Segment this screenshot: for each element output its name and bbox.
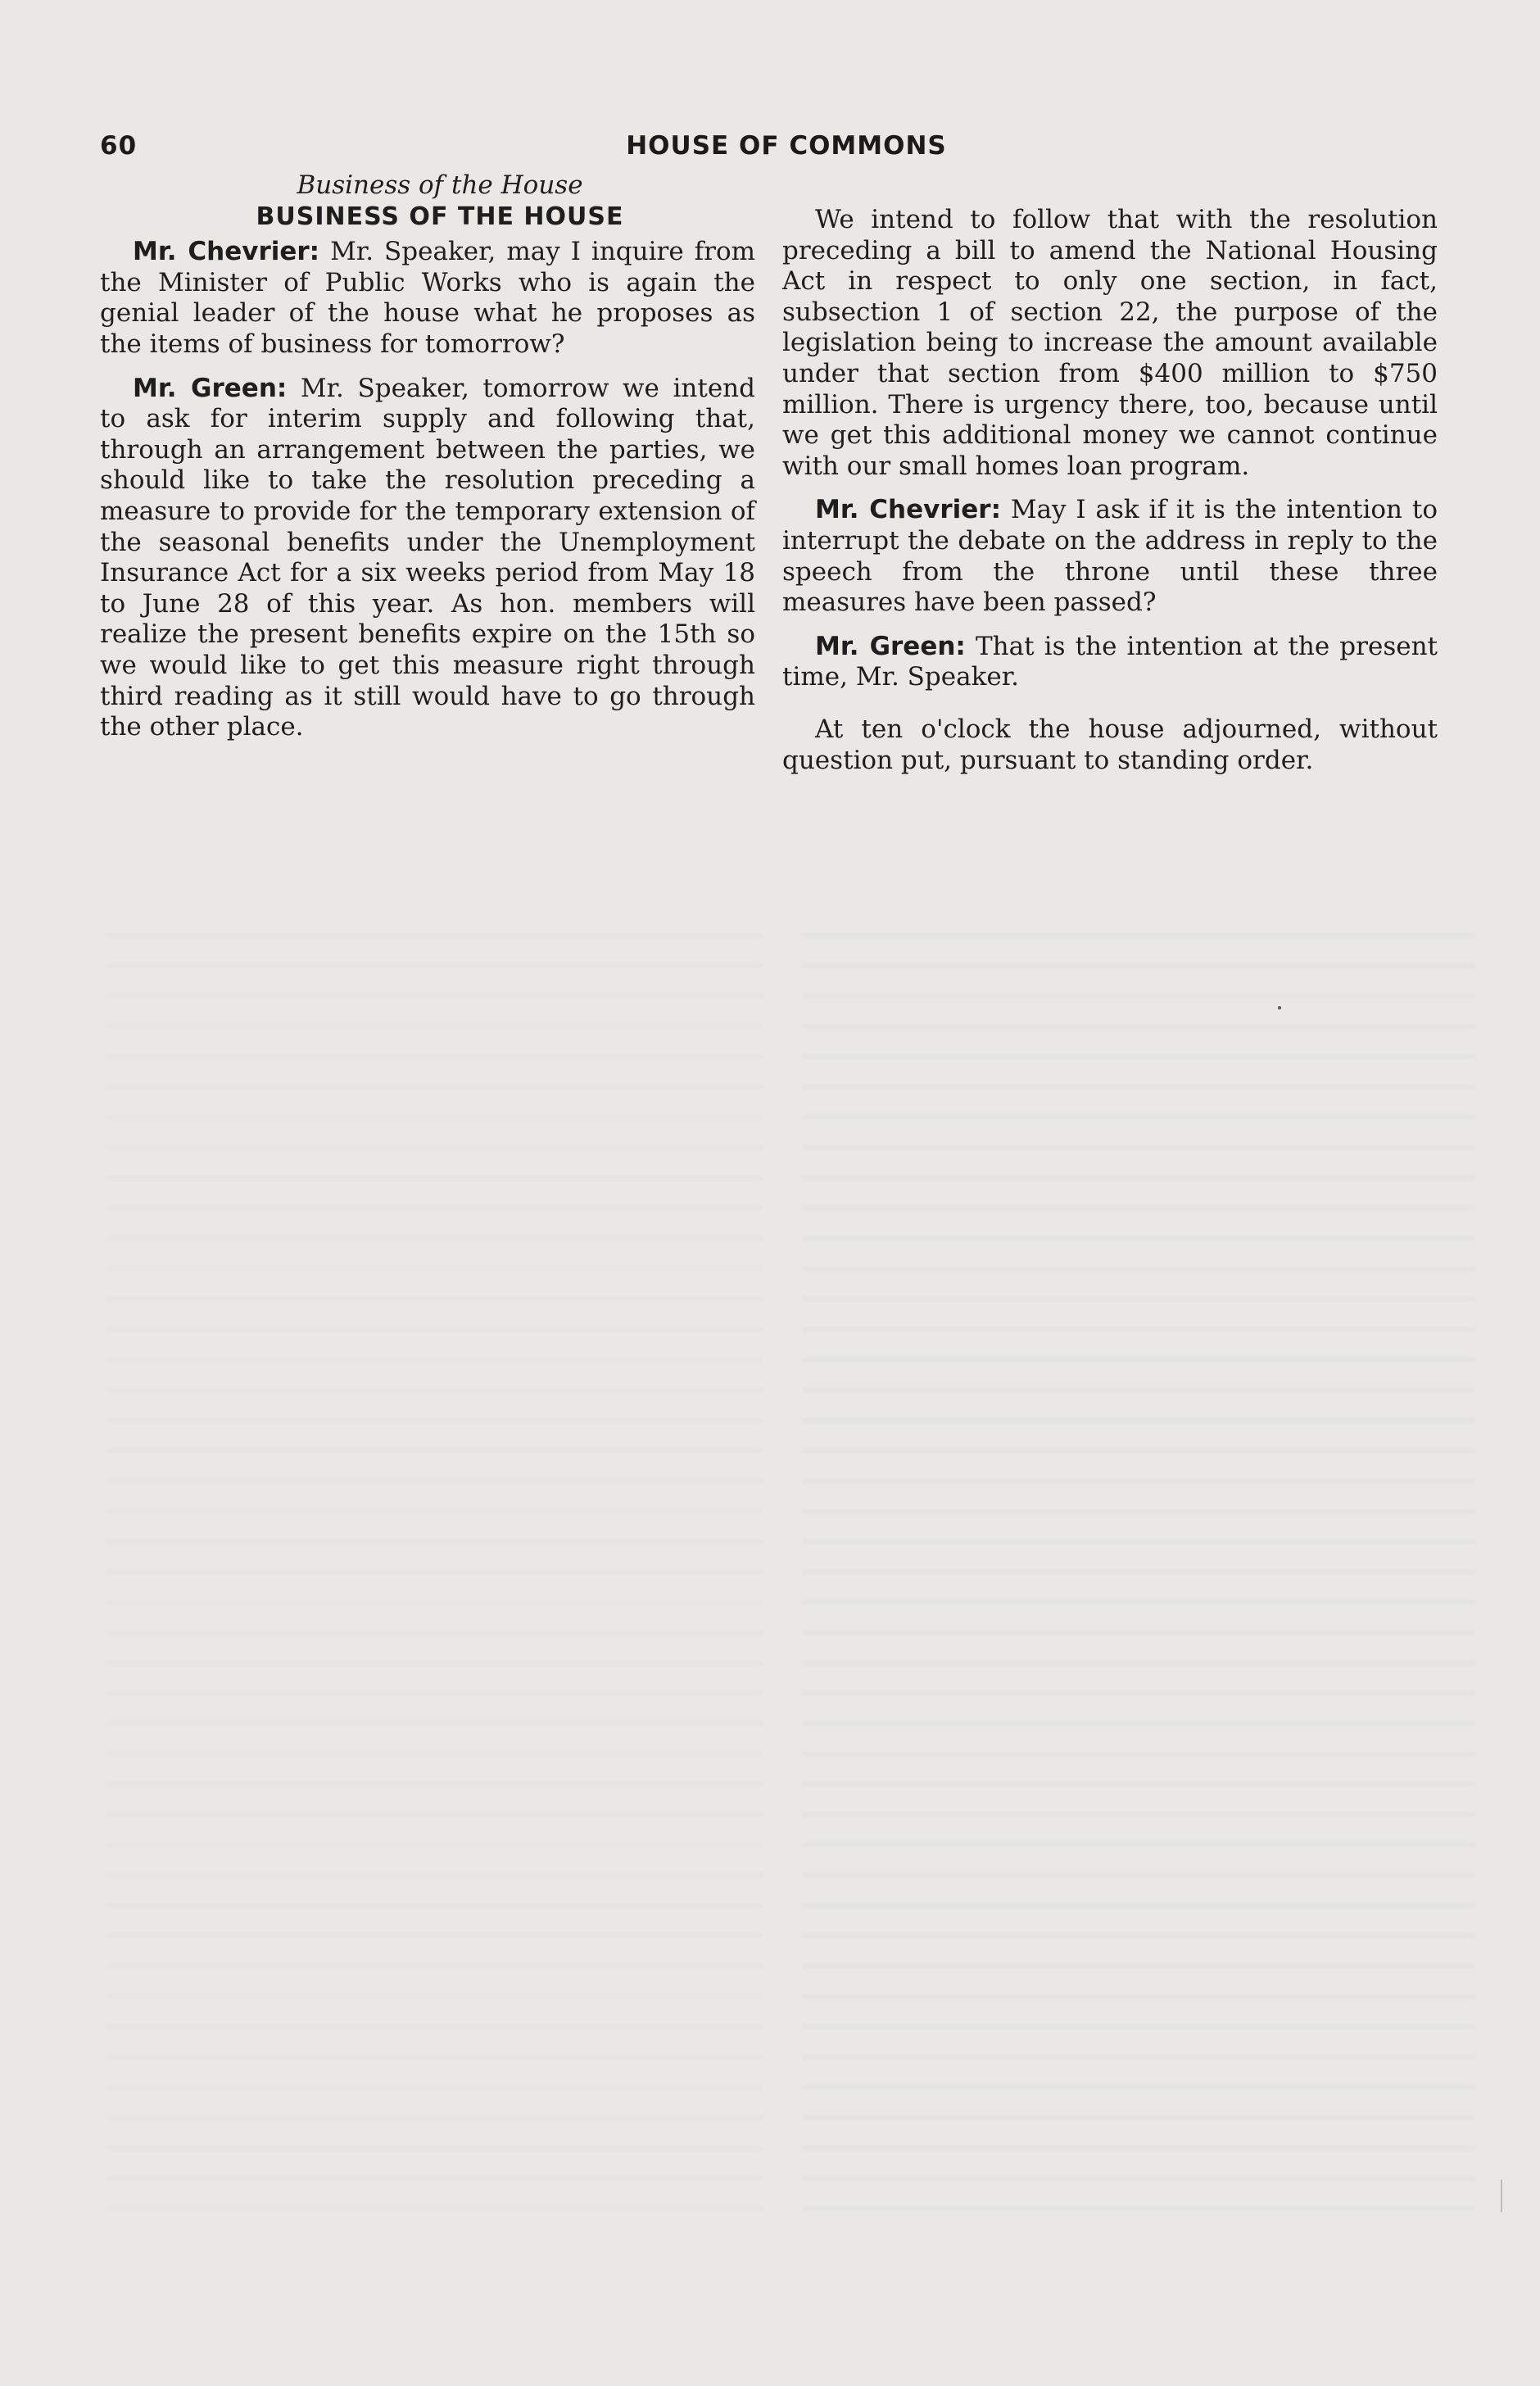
edge-mark (1501, 2180, 1502, 2212)
running-head: HOUSE OF COMMONS (626, 131, 947, 161)
paragraph-green-reply (100, 374, 755, 743)
speaker-name: Mr. Chevrier: (133, 237, 320, 267)
paragraph-text: That is the intention at the present time, Mr. Speaker. (782, 631, 1438, 692)
show-through-text-right (803, 934, 1474, 2212)
page-number: 60 (100, 131, 138, 161)
paragraph-green-answer (782, 632, 1438, 693)
left-column (100, 170, 755, 756)
speaker-name: Mr. Green: (133, 373, 288, 403)
section-heading: BUSINESS OF THE HOUSE (256, 202, 624, 231)
paragraph-text: Mr. Speaker, tomorrow we intend to ask for interim supply and following that, through an arrangement between the parties, we should like to take the resolution preceding a measure to provide for the temporary extension of the seasonal benefits under the Unemployment Insurance Act for a six weeks period from May 18 to June 28 of this year. As hon. members will realize the present benefits expire on the 15th so we would like to get this measure right through third reading as it still would have to go through the other place. (100, 373, 755, 742)
paragraph-chevrier-question (782, 495, 1438, 618)
paragraph-text: Mr. Speaker, may I inquire from the Minister of Public Works who is again the genial leader of the house what he proposes as the items of business for tomorrow? (100, 237, 756, 359)
paragraph-text: We intend to follow that with the resolution preceding a bill to amend the National Housing Act in respect to only one section, in fact, subsection 1 of section 22, the purpose of the legislation being to increase the amount available under that section from $400 million to $750 million. There is urgency there, too, because until we get this additional money we cannot continue with our small homes loan program. (782, 205, 1438, 481)
paragraph-chevrier-inquiry (100, 237, 755, 360)
paragraph-housing-act (782, 205, 1438, 482)
speaker-name: Mr. Chevrier: (815, 495, 1001, 525)
paragraph-text: May I ask if it is the intention to interrupt the debate on the address in reply to the speech from the throne until these three measures have been passed? (782, 495, 1438, 618)
adjournment-note: At ten o'clock the house adjourned, without question put, pursuant to standing order. (782, 714, 1438, 775)
right-column (782, 205, 1438, 789)
show-through-text-left (106, 934, 762, 2212)
speck (1278, 1006, 1281, 1009)
speaker-name: Mr. Green: (815, 631, 966, 661)
section-subheading: Business of the House (297, 170, 583, 200)
